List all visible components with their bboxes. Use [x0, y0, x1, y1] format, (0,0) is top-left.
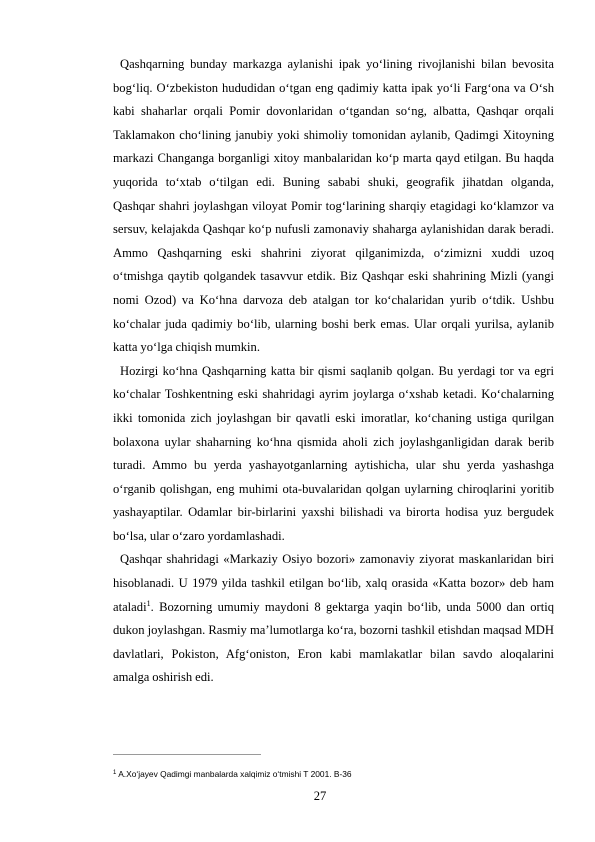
paragraph-1: Qashqarning bunday markazga aylanishi ipak yo‘lining rivojlanishi bilan bevosita bog‘liq. O‘zbekiston hududidan o‘tgan eng qadimiy katta ipak yo‘li Farg‘ona va O‘sh kabi shaharlar orqali Pomir dovonlaridan o‘tgandan so‘ng, albatta, Qashqar orqali Taklamakon cho‘lining janubiy yoki shimoliy tomonidan aylanib, Qadimgi Xitoyning markazi Changanga borganligi xitoy manbalaridan ko‘p marta qayd etilgan. Bu haqda yuqorida to‘xtab o‘tilgan edi. Buning sababi shuki, geografik jihatdan olganda, Qashqar shahri joylashgan viloyat Pomir tog‘larining sharqiy etagidagi ko‘klamzor va sersuv, kelajakda Qashqar ko‘p nufusli zamonaviy shaharga aylanishidan darak beradi. Ammo Qashqarning eski shahrini ziyorat qilganimizda, o‘zimizni xuddi uzoq o‘tmishga qaytib qolgandek tasavvur etdik. Biz Qashqar eski shahrining Mizli (yangi nomi Ozod) va Ko‘hna darvoza deb atalgan tor ko‘chalaridan yurib o‘tdik. Ushbu ko‘chalar juda qadimiy bo‘lib, ularning boshi berk emas. Ular orqali yurilsa, aylanib katta yo‘lga chiqish mumkin. [113, 57, 554, 355]
footnote-separator [113, 754, 261, 755]
footnote-mark: 1 [113, 770, 117, 776]
paragraph-3 [113, 548, 554, 690]
body-text [113, 53, 554, 690]
paragraph-3-text-end: . Bozorning umumiy maydoni 8 gektarga yaqin bo‘lib, unda 5000 dan ortiq dukon joylashgan. Rasmiy ma’lumotlarga ko‘ra, bozorni tashkil etishdan maqsad MDH davlatlari, Pokiston, Afg‘oniston, Eron kabi mamlakatlar bilan savdo aloqalarini amalga oshirish edi. [113, 599, 554, 685]
paragraph-3-text-start: Qashqar shahridagi «Markaziy Osiyo bozori» zamonaviy ziyorat maskanlaridan biri hisoblanadi. U 1979 yilda tashkil etilgan bo‘lib, xalq orasida «Katta bozor» deb ham ataladi [113, 552, 554, 614]
paragraph-2: Hozirgi ko‘hna Qashqarning katta bir qismi saqlanib qolgan. Bu yerdagi tor va egri ko‘chalar Toshkentning eski shahridagi ayrim joylarga o‘xshab ketadi. Ko‘chalarning ikki tomonida zich joylashgan bir qavatli eski imoratlar, ko‘chaning ustiga qurilgan bolaxona uylar shaharning ko‘hna qismida aholi zich joylashganligidan darak berib turadi. Ammo bu yerda yashayotganlarning aytishicha, ular shu yerda yashashga o‘rganib qolishgan, eng muhimi ota-buvalaridan qolgan uylarning chiroqlarini yoritib yashayaptilar. Odamlar bir-birlarini yaxshi bilishadi va birorta hodisa yuz bergudek bo‘lsa, ular o‘zaro yordamlashadi. [113, 363, 554, 543]
footnote [113, 769, 554, 780]
footnote-reference[interactable]: 1 [146, 598, 151, 608]
footnote-text: A.Xo‘jayev Qadimgi manbalarda xalqimiz o‘tmishi T 2001. B-36 [116, 769, 352, 779]
page-number: 27 [313, 789, 327, 803]
